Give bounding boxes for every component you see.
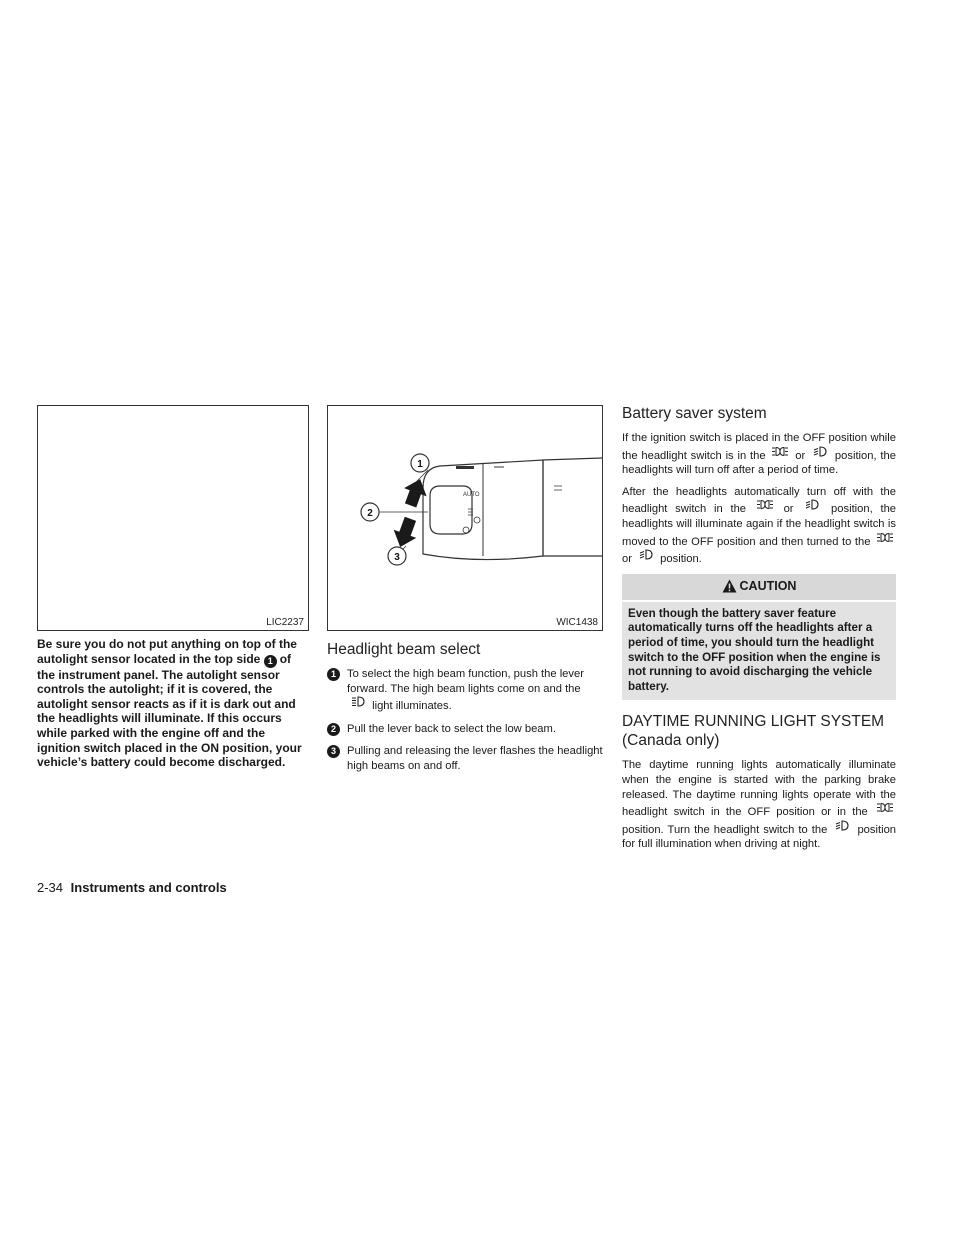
figure-code: LIC2237 [266,617,304,628]
item-number: 1 [327,668,340,681]
callout-2: 2 [367,508,373,519]
callout-3: 3 [394,552,400,563]
chapter-title: Instruments and controls [70,880,227,895]
right-column [622,405,896,859]
headlight-lever-figure [327,405,603,631]
lever-label-auto: AUTO [463,492,480,498]
caution-header: CAUTION [622,574,896,600]
headlight-icon [803,499,821,510]
parking-light-icon [756,499,774,510]
autolight-warning: Be sure you do not put anything on top of the autolight sensor located in the top side 1 of the instrument panel. The autolight sensor controls the autolight; if it is covered, the autolight sensor reacts as if it is dark out and the headlights will illuminate. If this occurs while parked with the engine off and the ignition switch placed in the ON position, your vehicle’s battery could become discharged. [37,637,302,770]
headlight-icon [811,446,829,457]
item-number: 3 [327,745,340,758]
headlight-icon [833,820,851,831]
callout-number: 1 [264,655,277,668]
high-beam-icon [349,696,367,707]
page-footer [37,880,227,895]
caution-box [622,574,896,701]
list-item: 2 Pull the lever back to select the low beam. [327,722,603,737]
list-item: 3 Pulling and releasing the lever flashes the headlight high beams on and off. [327,744,603,773]
item-number: 2 [327,723,340,736]
battery-saver-paragraph-2: After the headlights automatically turn off with the headlight switch in the or position, the headlights will illuminate again if the headlight switch is moved to the OFF position and then turned to the or position. [622,485,897,566]
caution-text: Even though the battery saver feature automatically turns off the headlights after a period of time, you should turn the headlight switch to the OFF position when the engine is not running to avoid discharging the vehicle battery. [622,600,896,701]
left-column [37,405,309,770]
headlight-icon [637,549,655,560]
callout-1: 1 [417,459,423,470]
middle-column [327,405,603,781]
page-number: 2-34 [37,880,64,895]
parking-light-icon [771,446,789,457]
headlight-lever-illustration [328,406,602,630]
autolight-sensor-figure [37,405,309,631]
parking-light-icon [876,802,894,813]
section-heading: Battery saver system [622,405,767,422]
warning-triangle-icon [722,579,737,596]
parking-light-icon [876,532,894,543]
figure-code: WIC1438 [556,617,598,628]
section-heading: Headlight beam select [327,641,481,658]
drl-paragraph: The daytime running lights automatically illuminate when the engine is started with the parking brake released. The daytime running lights operate with the headlight switch in the OFF position or in the position. Turn the headlight switch to the position for full illumination when driving at night. [622,759,897,851]
battery-saver-paragraph-1: If the ignition switch is placed in the OFF position while the headlight switch is in the or position, the headlights will turn off after a period of time. [622,432,896,477]
list-item: 1 To select the high beam function, push the lever forward. The high beam lights come on and the light illuminates. [327,667,603,714]
section-heading-drl: DAYTIME RUNNING LIGHT SYSTEM (Canada only) [622,713,885,750]
